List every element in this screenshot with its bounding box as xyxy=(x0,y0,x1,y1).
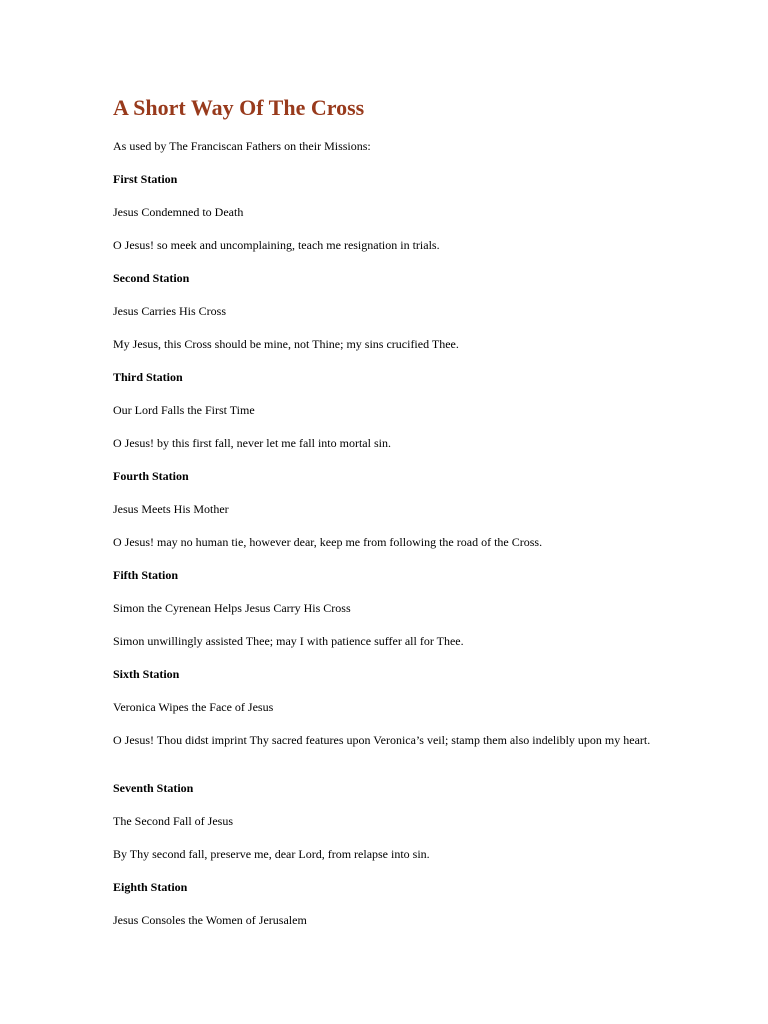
station-3-heading: Third Station xyxy=(113,370,183,384)
station-6-prayer: O Jesus! Thou didst imprint Thy sacred features upon Veronica’s veil; stamp them also indelibly upon my heart. xyxy=(113,733,651,747)
station-4-prayer: O Jesus! may no human tie, however dear, keep me from following the road of the Cross. xyxy=(113,535,543,549)
station-1-name: Jesus Condemned to Death xyxy=(113,205,244,219)
station-6-heading: Sixth Station xyxy=(113,667,180,681)
station-1-heading: First Station xyxy=(113,172,178,186)
station-7-name: The Second Fall of Jesus xyxy=(113,814,233,828)
intro-text: As used by The Franciscan Fathers on their Missions: xyxy=(113,139,371,153)
station-8-heading: Eighth Station xyxy=(113,880,188,894)
station-6-name: Veronica Wipes the Face of Jesus xyxy=(113,700,274,714)
station-5-heading: Fifth Station xyxy=(113,568,179,582)
document-title: A Short Way Of The Cross xyxy=(113,95,365,120)
station-2-prayer: My Jesus, this Cross should be mine, not Thine; my sins crucified Thee. xyxy=(113,337,459,351)
station-1-prayer: O Jesus! so meek and uncomplaining, teach me resignation in trials. xyxy=(113,238,440,252)
station-3-name: Our Lord Falls the First Time xyxy=(113,403,255,417)
station-4-name: Jesus Meets His Mother xyxy=(113,502,229,516)
station-7-heading: Seventh Station xyxy=(113,781,194,795)
station-5-name: Simon the Cyrenean Helps Jesus Carry His Cross xyxy=(113,601,351,615)
station-5-prayer: Simon unwillingly assisted Thee; may I with patience suffer all for Thee. xyxy=(113,634,464,648)
station-7-prayer: By Thy second fall, preserve me, dear Lord, from relapse into sin. xyxy=(113,847,430,861)
station-3-prayer: O Jesus! by this first fall, never let me fall into mortal sin. xyxy=(113,436,391,450)
station-2-name: Jesus Carries His Cross xyxy=(113,304,226,318)
station-8-name: Jesus Consoles the Women of Jerusalem xyxy=(113,913,307,927)
station-2-heading: Second Station xyxy=(113,271,190,285)
station-4-heading: Fourth Station xyxy=(113,469,189,483)
